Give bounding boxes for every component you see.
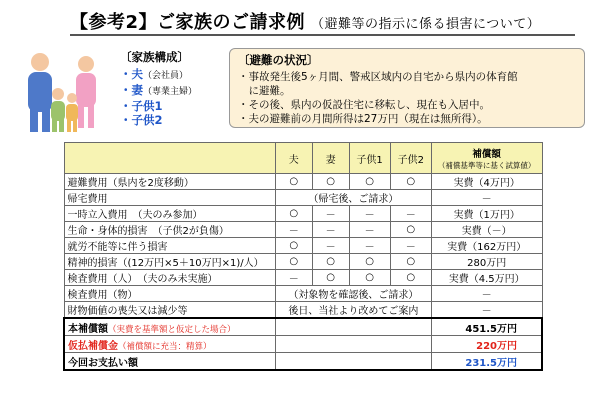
row-compensation: － [431, 302, 542, 319]
row-child2: ○ [390, 254, 431, 270]
status-line: ・夫の避難前の月間所得は27万円（現在は無所得）。 [238, 113, 488, 125]
row-wife: － [312, 222, 349, 238]
table-row [64, 286, 542, 302]
row-child1: ○ [349, 270, 390, 286]
table-row [64, 206, 542, 222]
total-row-main [64, 318, 542, 336]
family-header: 〔家族構成〕 [120, 50, 189, 64]
row-husband: － [275, 270, 312, 286]
row-item: 検査費用（人） （夫のみ未実施） [64, 270, 275, 286]
row-compensation: 280万円 [431, 254, 542, 270]
row-husband: ○ [275, 238, 312, 254]
row-child1: ○ [349, 174, 390, 190]
row-child2: － [390, 238, 431, 254]
row-child1: ○ [349, 254, 390, 270]
title-sub: （避難等の指示に係る損害について） [311, 17, 541, 32]
advance-amount: 220万円 [431, 336, 542, 353]
payment-amount: 231.5万円 [431, 353, 542, 371]
family-illustration-icon [14, 48, 118, 134]
row-wife: － [312, 238, 349, 254]
family-member: ・夫（会社員） [120, 67, 189, 81]
table-row [64, 302, 542, 319]
husband-figure-icon [28, 53, 52, 132]
row-compensation: － [431, 286, 542, 302]
row-merged-note: （対象物を確認後、ご請求） [275, 286, 431, 302]
total-row-payment [64, 353, 542, 371]
family-member: ・妻（専業主婦） [120, 83, 198, 97]
row-child2: ○ [390, 222, 431, 238]
table-row [64, 254, 542, 270]
family-member: ・子供2 [120, 113, 163, 127]
header-husband: 夫 [275, 143, 312, 174]
status-line: ・事故発生後5ヶ月間、警戒区域内の自宅から県内の体育館 [238, 71, 518, 83]
wife-figure-icon [76, 56, 96, 128]
row-item: 生命・身体的損害 （子供2が負傷） [64, 222, 275, 238]
row-compensation: 実費（－） [431, 222, 542, 238]
row-item: 一時立入費用 （夫のみ参加） [64, 206, 275, 222]
evacuation-status-box [229, 48, 585, 128]
advance-note: （補償額に充当：精算） [118, 341, 212, 352]
title-underline [70, 34, 575, 36]
table-row [64, 238, 542, 254]
status-header: 〔避難の状況〕 [238, 53, 319, 67]
row-husband: ○ [275, 254, 312, 270]
row-compensation: 実費（4.5万円） [431, 270, 542, 286]
advance-label: 仮払補償金（補償額に充当：精算） [64, 336, 275, 353]
row-wife: ○ [312, 174, 349, 190]
row-item: 財物価値の喪失又は減少等 [64, 302, 275, 319]
row-wife: － [312, 206, 349, 222]
header-child1: 子供1 [349, 143, 390, 174]
family-member: ・子供1 [120, 99, 163, 113]
row-child2: ○ [390, 174, 431, 190]
row-merged-note: 後日、当社より改めてご案内 [275, 302, 431, 319]
row-child2: ○ [390, 270, 431, 286]
row-husband: ○ [275, 174, 312, 190]
row-item: 避難費用（県内を2度移動） [64, 174, 275, 190]
child1-figure-icon [51, 88, 65, 132]
row-item: 検査費用（物） [64, 286, 275, 302]
row-item: 就労不能等に伴う損害 [64, 238, 275, 254]
row-wife: ○ [312, 270, 349, 286]
row-item: 精神的損害（(12万円×5＋10万円×1)/人） [64, 254, 275, 270]
row-husband: ○ [275, 206, 312, 222]
header-child2: 子供2 [390, 143, 431, 174]
status-line: ・その後、県内の仮設住宅に移転し、現在も入居中。 [238, 99, 490, 111]
page-title [70, 8, 540, 34]
row-wife: ○ [312, 254, 349, 270]
total-note: （実費を基準額と仮定した場合） [108, 324, 236, 335]
payment-label: 今回お支払い額 [64, 353, 275, 371]
total-row-advance [64, 336, 542, 353]
table-row [64, 174, 542, 190]
table-row [64, 190, 542, 206]
row-husband: － [275, 222, 312, 238]
header-wife: 妻 [312, 143, 349, 174]
row-child2: － [390, 206, 431, 222]
row-merged-note: （帰宅後、ご請求） [275, 190, 431, 206]
header-item [64, 143, 275, 174]
row-item: 帰宅費用 [64, 190, 275, 206]
header-compensation: 補償額 （補償基準等に基く試算値） [431, 143, 542, 174]
row-compensation: － [431, 190, 542, 206]
total-label: 本補償額（実費を基準額と仮定した場合） [64, 318, 275, 336]
family-composition [120, 49, 222, 127]
child2-figure-icon [66, 93, 78, 132]
row-compensation: 実費（162万円） [431, 238, 542, 254]
table-header-row [64, 143, 542, 174]
table-row [64, 270, 542, 286]
row-compensation: 実費（1万円） [431, 206, 542, 222]
title-main: 【参考2】ご家族のご請求例 [70, 12, 306, 33]
compensation-table [63, 142, 543, 371]
row-child1: － [349, 206, 390, 222]
row-child1: － [349, 238, 390, 254]
status-line: に避難。 [238, 85, 291, 97]
total-amount: 451.5万円 [431, 318, 542, 336]
row-compensation: 実費（4万円） [431, 174, 542, 190]
row-child1: － [349, 222, 390, 238]
table-row [64, 222, 542, 238]
